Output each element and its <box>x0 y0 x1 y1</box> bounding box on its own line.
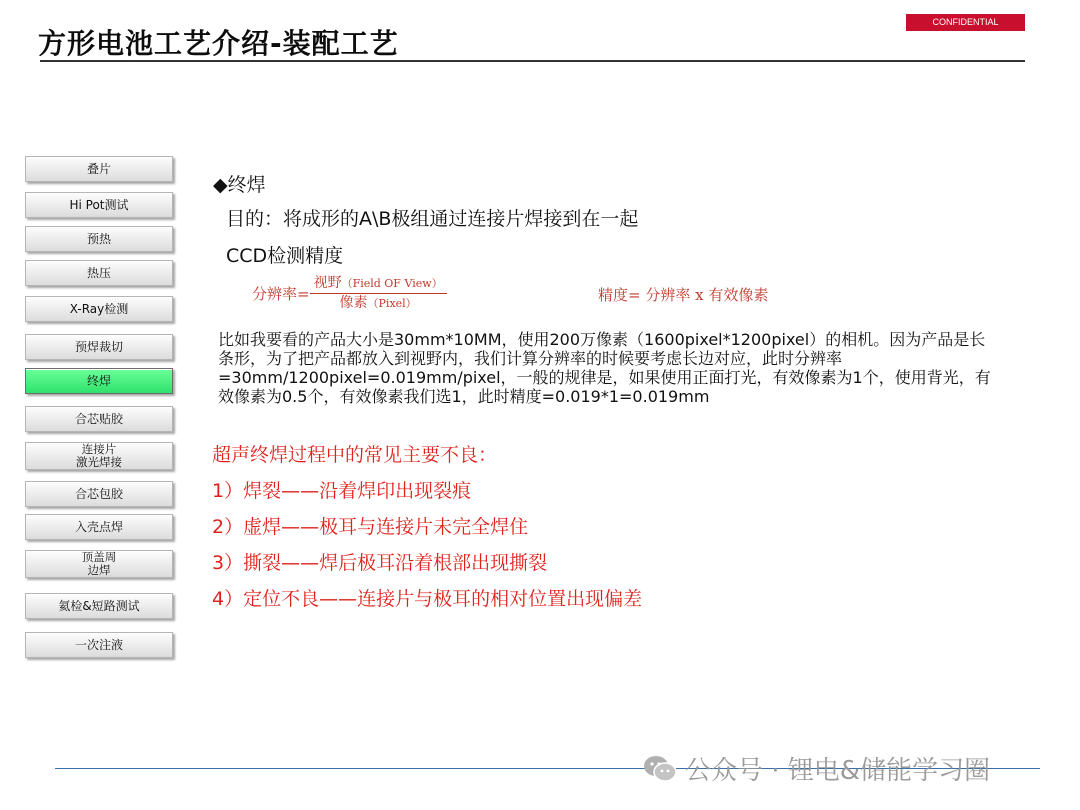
confidential-badge: CONFIDENTIAL <box>906 14 1025 31</box>
formula-denominator: 像素（Pixel） <box>339 295 417 311</box>
sidebar-item-hipot-test[interactable]: Hi Pot测试 <box>25 192 173 218</box>
sidebar-item-core-wrapping[interactable]: 合芯包胶 <box>25 481 173 507</box>
defect-item-1: 1）焊裂——沿着焊印出现裂痕 <box>212 480 472 502</box>
sidebar-item-tab-laser-weld[interactable]: 连接片 激光焊接 <box>25 442 173 470</box>
sidebar-item-case-spot-weld[interactable]: 入壳点焊 <box>25 514 173 540</box>
sidebar-item-pre-weld-cut[interactable]: 预焊裁切 <box>25 334 173 360</box>
title-divider <box>40 60 1025 62</box>
defect-item-4: 4）定位不良——连接片与极耳的相对位置出现偏差 <box>212 588 643 610</box>
defect-item-3: 3）撕裂——焊后极耳沿着根部出现撕裂 <box>212 552 548 574</box>
sidebar-item-preheat[interactable]: 预热 <box>25 226 173 252</box>
resolution-formula <box>252 274 447 313</box>
sidebar-item-hot-press[interactable]: 热压 <box>25 260 173 286</box>
ccd-title: CCD检测精度 <box>226 245 344 267</box>
sidebar-item-final-weld[interactable]: 终焊 <box>25 368 173 394</box>
defects-title: 超声终焊过程中的常见主要不良： <box>212 444 498 466</box>
watermark <box>643 750 990 787</box>
sidebar-item-core-taping[interactable]: 合芯贴胶 <box>25 406 173 432</box>
sidebar-item-helium-short-test[interactable]: 氦检&短路测试 <box>25 593 173 619</box>
sidebar-item-xray-inspection[interactable]: X-Ray检测 <box>25 296 173 322</box>
explanation-paragraph: 比如我要看的产品大小是30mm*10MM，使用200万像素（1600pixel*1200pixel）的相机。因为产品是长条形，为了把产品都放入到视野内，我们计算分辨率的时候要考虑长边对应，此时分辨率=30mm/1200pixel=0.019mm/pixel，一般的规律是，如果使用正面打光，有效像素为1个，使用背光，有效像素为0.5个，有效像素我们选1，此时精度=0.019*1=0.019mm <box>218 330 991 406</box>
formula-numerator: 视野（Field OF View） <box>310 274 447 294</box>
sidebar-item-first-injection[interactable]: 一次注液 <box>25 632 173 658</box>
wechat-icon <box>643 755 677 783</box>
defect-item-2: 2）虚焊——极耳与连接片未完全焊住 <box>212 516 529 538</box>
process-step-sidebar <box>25 156 175 666</box>
sidebar-item-stacking[interactable]: 叠片 <box>25 156 173 182</box>
purpose-text: 目的：将成形的A\B极组通过连接片焊接到在一起 <box>226 208 639 230</box>
formula-lhs: 分辨率= <box>252 285 310 303</box>
formula-fraction <box>310 274 447 313</box>
precision-formula: 精度= 分辨率 x 有效像素 <box>598 286 769 304</box>
watermark-text: 公众号 · 锂电&储能学习圈 <box>685 756 991 786</box>
section-title: ◆终焊 <box>213 174 266 196</box>
sidebar-item-top-cover-weld[interactable]: 顶盖周 边焊 <box>25 550 173 578</box>
page-title: 方形电池工艺介绍-装配工艺 <box>38 27 399 60</box>
